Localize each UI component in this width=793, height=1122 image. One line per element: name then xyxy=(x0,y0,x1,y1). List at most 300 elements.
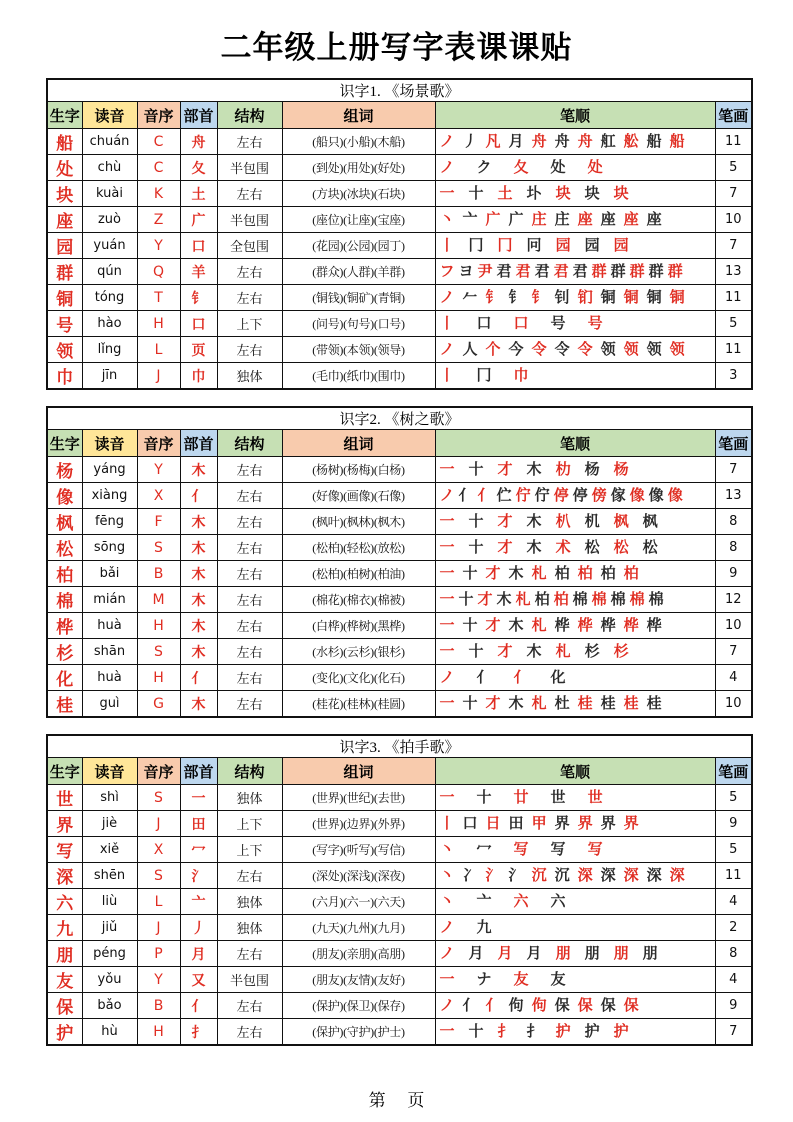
stroke-order-cell xyxy=(435,561,715,587)
column-header-4: 结构 xyxy=(217,758,282,785)
structure-cell: 左右 xyxy=(217,1019,282,1046)
column-header-0: 生字 xyxy=(47,758,82,785)
stroke-count-cell: 9 xyxy=(715,993,752,1019)
stroke-token: 君 xyxy=(553,263,569,280)
stroke-order-cell xyxy=(435,285,715,311)
stroke-token: 庄 xyxy=(554,211,570,228)
stroke-token: 群 xyxy=(610,263,626,280)
table-row xyxy=(47,811,752,837)
stroke-token: 丨 xyxy=(439,815,455,832)
stroke-order-cell xyxy=(435,915,715,941)
initial-cell: J xyxy=(137,915,180,941)
stroke-token: 圤 xyxy=(526,185,542,202)
pinyin-cell: bǎo xyxy=(82,993,137,1019)
column-header-4: 结构 xyxy=(217,430,282,457)
stroke-order-cell xyxy=(435,259,715,285)
hanzi-cell: 杨 xyxy=(47,457,82,483)
structure-cell: 左右 xyxy=(217,509,282,535)
table-row xyxy=(47,509,752,535)
stroke-token: 船 xyxy=(669,133,685,150)
stroke-order-cell xyxy=(435,1019,715,1046)
initial-cell: L xyxy=(137,889,180,915)
column-header-2: 音序 xyxy=(137,758,180,785)
stroke-order-cell xyxy=(435,233,715,259)
column-header-5: 组词 xyxy=(282,430,435,457)
column-header-7: 笔画 xyxy=(715,102,752,129)
radical-cell: 页 xyxy=(180,337,217,363)
structure-cell: 全包围 xyxy=(217,233,282,259)
radical-cell: 扌 xyxy=(180,1019,217,1046)
stroke-token: ヨ xyxy=(458,263,474,280)
stroke-token: 田 xyxy=(508,815,524,832)
stroke-token: 六 xyxy=(550,893,566,910)
stroke-token: 园 xyxy=(584,237,600,254)
stroke-token: 松 xyxy=(584,539,600,556)
pinyin-cell: huà xyxy=(82,613,137,639)
radical-cell: 月 xyxy=(180,941,217,967)
table-row xyxy=(47,837,752,863)
structure-cell: 左右 xyxy=(217,993,282,1019)
column-header-0: 生字 xyxy=(47,102,82,129)
stroke-token: 甲 xyxy=(531,815,547,832)
stroke-token: ノ xyxy=(439,159,455,176)
stroke-token: 令 xyxy=(577,341,593,358)
words-cell: (群众)(人群)(羊群) xyxy=(282,259,435,285)
table-row xyxy=(47,863,752,889)
stroke-order-cell xyxy=(435,665,715,691)
stroke-token: 保 xyxy=(577,997,593,1014)
hanzi-cell: 写 xyxy=(47,837,82,863)
radical-cell: 木 xyxy=(180,535,217,561)
radical-cell: 氵 xyxy=(180,863,217,889)
stroke-token: 一 xyxy=(439,565,455,582)
words-cell: (六月)(六一)(六天) xyxy=(282,889,435,915)
stroke-token: 一 xyxy=(439,695,455,712)
structure-cell: 左右 xyxy=(217,665,282,691)
column-header-6: 笔顺 xyxy=(435,430,715,457)
initial-cell: J xyxy=(137,363,180,390)
stroke-token: 才 xyxy=(497,643,513,660)
hanzi-cell: 九 xyxy=(47,915,82,941)
stroke-token: 界 xyxy=(623,815,639,832)
stroke-token: 亻 xyxy=(477,487,493,504)
structure-cell: 独体 xyxy=(217,889,282,915)
stroke-order-cell xyxy=(435,613,715,639)
initial-cell: T xyxy=(137,285,180,311)
initial-cell: X xyxy=(137,837,180,863)
stroke-order-cell xyxy=(435,129,715,155)
radical-cell: 亻 xyxy=(180,483,217,509)
pinyin-cell: chù xyxy=(82,155,137,181)
stroke-token: 世 xyxy=(550,789,566,806)
stroke-token: 柏 xyxy=(577,565,593,582)
stroke-token: 君 xyxy=(572,263,588,280)
table-row xyxy=(47,155,752,181)
stroke-token: 界 xyxy=(600,815,616,832)
stroke-order-cell xyxy=(435,509,715,535)
initial-cell: S xyxy=(137,639,180,665)
stroke-order-cell xyxy=(435,785,715,811)
stroke-order-cell xyxy=(435,457,715,483)
stroke-count-cell: 5 xyxy=(715,155,752,181)
stroke-token: 舟 xyxy=(554,133,570,150)
stroke-token: 深 xyxy=(623,867,639,884)
stroke-token: 丿 xyxy=(462,133,478,150)
radical-cell: 舟 xyxy=(180,129,217,155)
stroke-token: 桂 xyxy=(600,695,616,712)
hanzi-cell: 护 xyxy=(47,1019,82,1046)
section-title: 识字3. 《拍手歌》 xyxy=(47,735,752,758)
stroke-token: 亠 xyxy=(462,211,478,228)
table-row xyxy=(47,233,752,259)
pinyin-cell: jiè xyxy=(82,811,137,837)
pinyin-cell: lǐng xyxy=(82,337,137,363)
stroke-token: 桦 xyxy=(623,617,639,634)
stroke-token: 木 xyxy=(526,539,542,556)
stroke-token: 才 xyxy=(497,513,513,530)
stroke-token: 木 xyxy=(508,695,524,712)
stroke-token: 桦 xyxy=(577,617,593,634)
initial-cell: H xyxy=(137,311,180,337)
radical-cell: 土 xyxy=(180,181,217,207)
stroke-token: 佝 xyxy=(508,997,524,1014)
stroke-token: 护 xyxy=(555,1023,571,1040)
stroke-token: 廿 xyxy=(513,789,529,806)
stroke-token: 护 xyxy=(584,1023,600,1040)
table-row xyxy=(47,207,752,233)
stroke-token: 木 xyxy=(496,591,512,608)
table-row xyxy=(47,785,752,811)
pinyin-cell: tóng xyxy=(82,285,137,311)
stroke-token: 君 xyxy=(515,263,531,280)
column-header-0: 生字 xyxy=(47,430,82,457)
words-cell: (棉花)(棉衣)(棉被) xyxy=(282,587,435,613)
pinyin-cell: hào xyxy=(82,311,137,337)
radical-cell: 木 xyxy=(180,691,217,718)
hanzi-cell: 块 xyxy=(47,181,82,207)
table-row xyxy=(47,993,752,1019)
pinyin-cell: shān xyxy=(82,639,137,665)
stroke-token: 十 xyxy=(462,695,478,712)
hanzi-cell: 枫 xyxy=(47,509,82,535)
stroke-token: 才 xyxy=(497,461,513,478)
worksheet-table xyxy=(46,406,753,718)
stroke-token: 舟 xyxy=(531,133,547,150)
stroke-token: 棉 xyxy=(591,591,607,608)
stroke-order-cell xyxy=(435,837,715,863)
words-cell: (变化)(文化)(化石) xyxy=(282,665,435,691)
stroke-token: 木 xyxy=(526,643,542,660)
stroke-token: 口 xyxy=(476,315,492,332)
pinyin-cell: huà xyxy=(82,665,137,691)
stroke-token: 十 xyxy=(476,789,492,806)
stroke-token: 杨 xyxy=(584,461,600,478)
stroke-count-cell: 3 xyxy=(715,363,752,390)
radical-cell: 广 xyxy=(180,207,217,233)
stroke-token: 块 xyxy=(555,185,571,202)
initial-cell: C xyxy=(137,155,180,181)
hanzi-cell: 柏 xyxy=(47,561,82,587)
stroke-order-cell xyxy=(435,639,715,665)
words-cell: (问号)(句号)(口号) xyxy=(282,311,435,337)
stroke-token: ノ xyxy=(439,341,455,358)
radical-cell: 钅 xyxy=(180,285,217,311)
structure-cell: 半包围 xyxy=(217,155,282,181)
stroke-token: 口 xyxy=(462,815,478,832)
stroke-token: 一 xyxy=(439,643,455,660)
initial-cell: S xyxy=(137,785,180,811)
worksheet-table xyxy=(46,734,753,1046)
page-title: 二年级上册写字表课课贴 xyxy=(220,30,573,65)
words-cell: (桂花)(桂林)(桂圆) xyxy=(282,691,435,718)
stroke-token: 枫 xyxy=(613,513,629,530)
stroke-token: 块 xyxy=(584,185,600,202)
stroke-count-cell: 7 xyxy=(715,181,752,207)
column-header-2: 音序 xyxy=(137,102,180,129)
stroke-token: 朋 xyxy=(642,945,658,962)
stroke-token: 冂 xyxy=(476,367,492,384)
stroke-token: 亻 xyxy=(476,669,492,686)
initial-cell: K xyxy=(137,181,180,207)
words-cell: (方块)(冰块)(石块) xyxy=(282,181,435,207)
stroke-token: 夂 xyxy=(513,159,529,176)
stroke-token: 丶 xyxy=(439,893,455,910)
hanzi-cell: 友 xyxy=(47,967,82,993)
pinyin-cell: jīn xyxy=(82,363,137,390)
stroke-token: 巾 xyxy=(513,367,529,384)
structure-cell: 独体 xyxy=(217,915,282,941)
table-row xyxy=(47,363,752,390)
words-cell: (好像)(画像)(石像) xyxy=(282,483,435,509)
stroke-token: 杉 xyxy=(584,643,600,660)
stroke-count-cell: 7 xyxy=(715,1019,752,1046)
initial-cell: B xyxy=(137,561,180,587)
stroke-token: 桂 xyxy=(646,695,662,712)
stroke-token: 机 xyxy=(584,513,600,530)
stroke-token: 处 xyxy=(587,159,603,176)
stroke-token: 块 xyxy=(613,185,629,202)
pinyin-cell: qún xyxy=(82,259,137,285)
stroke-token: 亻 xyxy=(462,997,478,1014)
initial-cell: X xyxy=(137,483,180,509)
stroke-token: 铜 xyxy=(646,289,662,306)
stroke-count-cell: 4 xyxy=(715,967,752,993)
stroke-token: ノ xyxy=(439,997,455,1014)
column-header-3: 部首 xyxy=(180,430,217,457)
hanzi-cell: 铜 xyxy=(47,285,82,311)
stroke-token: 亠 xyxy=(476,893,492,910)
stroke-token: 十 xyxy=(462,617,478,634)
words-cell: (毛巾)(纸巾)(围巾) xyxy=(282,363,435,390)
stroke-token: ナ xyxy=(476,971,492,988)
words-cell: (杨树)(杨梅)(白杨) xyxy=(282,457,435,483)
stroke-token: 舟 xyxy=(577,133,593,150)
words-cell: (铜钱)(铜矿)(青铜) xyxy=(282,285,435,311)
initial-cell: Y xyxy=(137,233,180,259)
pinyin-cell: sōng xyxy=(82,535,137,561)
stroke-token: 铜 xyxy=(600,289,616,306)
hanzi-cell: 世 xyxy=(47,785,82,811)
radical-cell: 亻 xyxy=(180,665,217,691)
stroke-token: 柏 xyxy=(553,591,569,608)
stroke-token: 朳 xyxy=(555,513,571,530)
stroke-token: 氵 xyxy=(485,867,501,884)
words-cell: (保护)(保卫)(保存) xyxy=(282,993,435,1019)
pinyin-cell: zuò xyxy=(82,207,137,233)
hanzi-cell: 巾 xyxy=(47,363,82,390)
stroke-token: 枫 xyxy=(642,513,658,530)
stroke-token: 深 xyxy=(669,867,685,884)
structure-cell: 半包围 xyxy=(217,207,282,233)
table-row xyxy=(47,915,752,941)
stroke-token: 像 xyxy=(629,487,645,504)
stroke-token: 𠂉 xyxy=(462,289,478,306)
stroke-token: 号 xyxy=(587,315,603,332)
initial-cell: H xyxy=(137,1019,180,1046)
stroke-token: 伫 xyxy=(496,487,512,504)
stroke-token: 群 xyxy=(629,263,645,280)
stroke-count-cell: 5 xyxy=(715,311,752,337)
stroke-token: 钅 xyxy=(508,289,524,306)
stroke-token: 杜 xyxy=(554,695,570,712)
hanzi-cell: 桦 xyxy=(47,613,82,639)
initial-cell: G xyxy=(137,691,180,718)
structure-cell: 左右 xyxy=(217,691,282,718)
pinyin-cell: bǎi xyxy=(82,561,137,587)
stroke-token: 保 xyxy=(600,997,616,1014)
stroke-token: 庄 xyxy=(531,211,547,228)
hanzi-cell: 保 xyxy=(47,993,82,1019)
stroke-token: 丨 xyxy=(439,367,455,384)
stroke-token: 丨 xyxy=(439,237,455,254)
stroke-count-cell: 13 xyxy=(715,483,752,509)
stroke-count-cell: 7 xyxy=(715,639,752,665)
words-cell: (枫叶)(枫林)(枫木) xyxy=(282,509,435,535)
stroke-count-cell: 11 xyxy=(715,129,752,155)
structure-cell: 左右 xyxy=(217,561,282,587)
stroke-token: 朸 xyxy=(555,461,571,478)
stroke-order-cell xyxy=(435,691,715,718)
stroke-token: ク xyxy=(476,159,492,176)
initial-cell: P xyxy=(137,941,180,967)
pinyin-cell: yuán xyxy=(82,233,137,259)
column-header-5: 组词 xyxy=(282,102,435,129)
stroke-token: 木 xyxy=(526,461,542,478)
hanzi-cell: 六 xyxy=(47,889,82,915)
stroke-count-cell: 10 xyxy=(715,613,752,639)
stroke-count-cell: 11 xyxy=(715,337,752,363)
radical-cell: 木 xyxy=(180,613,217,639)
structure-cell: 左右 xyxy=(217,639,282,665)
stroke-token: 园 xyxy=(613,237,629,254)
stroke-count-cell: 7 xyxy=(715,457,752,483)
stroke-token: 木 xyxy=(508,565,524,582)
table-row xyxy=(47,311,752,337)
stroke-token: 一 xyxy=(439,1023,455,1040)
pinyin-cell: hù xyxy=(82,1019,137,1046)
stroke-count-cell: 13 xyxy=(715,259,752,285)
stroke-count-cell: 8 xyxy=(715,941,752,967)
initial-cell: M xyxy=(137,587,180,613)
hanzi-cell: 界 xyxy=(47,811,82,837)
stroke-token: 土 xyxy=(497,185,513,202)
stroke-token: 座 xyxy=(577,211,593,228)
stroke-token: ノ xyxy=(439,945,455,962)
stroke-token: 十 xyxy=(468,539,484,556)
structure-cell: 左右 xyxy=(217,941,282,967)
stroke-count-cell: 8 xyxy=(715,509,752,535)
stroke-token: 深 xyxy=(600,867,616,884)
stroke-count-cell: 9 xyxy=(715,811,752,837)
stroke-token: 界 xyxy=(554,815,570,832)
words-cell: (深处)(深浅)(深夜) xyxy=(282,863,435,889)
stroke-token: 日 xyxy=(485,815,501,832)
radical-cell: 冖 xyxy=(180,837,217,863)
pinyin-cell: shēn xyxy=(82,863,137,889)
words-cell: (世界)(世纪)(去世) xyxy=(282,785,435,811)
stroke-token: 写 xyxy=(513,841,529,858)
stroke-token: 札 xyxy=(531,695,547,712)
stroke-token: 友 xyxy=(513,971,529,988)
table-row xyxy=(47,285,752,311)
radical-cell: 田 xyxy=(180,811,217,837)
stroke-token: 亻 xyxy=(458,487,474,504)
stroke-token: 君 xyxy=(534,263,550,280)
structure-cell: 左右 xyxy=(217,587,282,613)
stroke-count-cell: 9 xyxy=(715,561,752,587)
stroke-token: 冖 xyxy=(476,841,492,858)
table-row xyxy=(47,613,752,639)
stroke-count-cell: 10 xyxy=(715,691,752,718)
stroke-order-cell xyxy=(435,337,715,363)
stroke-token: 十 xyxy=(458,591,474,608)
stroke-count-cell: 4 xyxy=(715,665,752,691)
stroke-token: 十 xyxy=(468,1023,484,1040)
stroke-token: 冫 xyxy=(462,867,478,884)
stroke-order-cell xyxy=(435,993,715,1019)
structure-cell: 左右 xyxy=(217,613,282,639)
hanzi-cell: 深 xyxy=(47,863,82,889)
radical-cell: 亠 xyxy=(180,889,217,915)
stroke-token: 世 xyxy=(587,789,603,806)
stroke-token: 铜 xyxy=(623,289,639,306)
stroke-token: 友 xyxy=(550,971,566,988)
stroke-token: 朋 xyxy=(555,945,571,962)
stroke-token: 写 xyxy=(587,841,603,858)
words-cell: (世界)(边界)(外界) xyxy=(282,811,435,837)
structure-cell: 独体 xyxy=(217,363,282,390)
stroke-order-cell xyxy=(435,941,715,967)
stroke-token: 座 xyxy=(600,211,616,228)
hanzi-cell: 化 xyxy=(47,665,82,691)
stroke-order-cell xyxy=(435,889,715,915)
stroke-token: 才 xyxy=(477,591,493,608)
stroke-token: 今 xyxy=(508,341,524,358)
pinyin-cell: kuài xyxy=(82,181,137,207)
stroke-count-cell: 4 xyxy=(715,889,752,915)
stroke-count-cell: 10 xyxy=(715,207,752,233)
initial-cell: S xyxy=(137,863,180,889)
stroke-token: 桦 xyxy=(646,617,662,634)
stroke-token: 丨 xyxy=(439,315,455,332)
column-header-4: 结构 xyxy=(217,102,282,129)
words-cell: (白桦)(桦树)(黑桦) xyxy=(282,613,435,639)
structure-cell: 左右 xyxy=(217,863,282,889)
stroke-token: 一 xyxy=(439,789,455,806)
initial-cell: H xyxy=(137,613,180,639)
stroke-token: 群 xyxy=(648,263,664,280)
stroke-count-cell: 5 xyxy=(715,837,752,863)
